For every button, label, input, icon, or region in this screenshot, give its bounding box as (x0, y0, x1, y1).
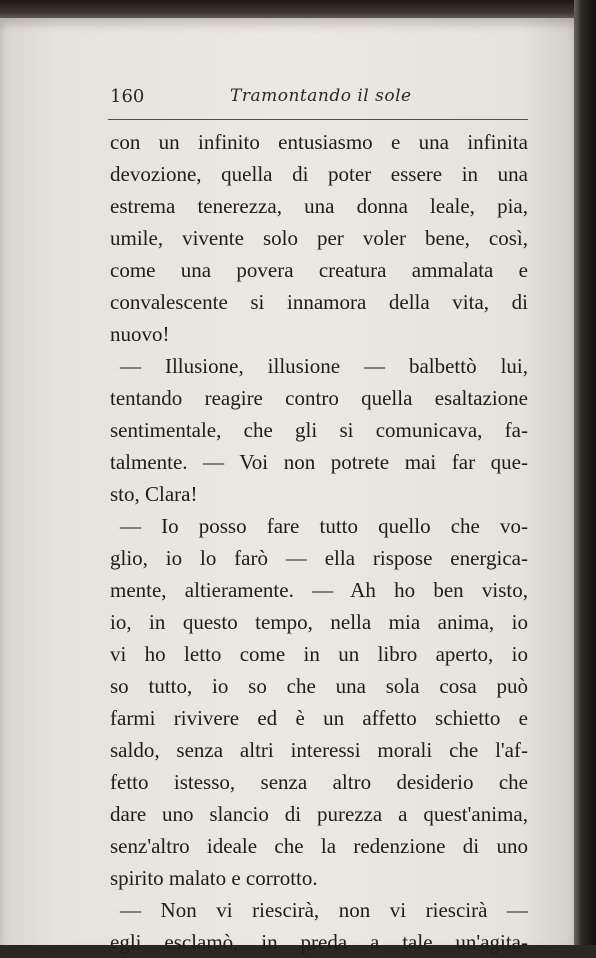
page-header (110, 66, 530, 107)
text-line: come una povera creatura ammalata e (110, 258, 528, 282)
text-line: — Non vi riescirà, non vi riescirà — (120, 898, 528, 922)
body-text (110, 126, 528, 958)
text-line: — Io posso fare tutto quello che vo- (120, 514, 528, 538)
text-line: umile, vivente solo per voler bene, così, (110, 226, 528, 250)
text-line: con un infinito entusiasmo e una infinita (110, 130, 528, 154)
text-line: convalescente si innamora della vita, di (110, 290, 528, 314)
text-line: sto, Clara! (110, 482, 198, 506)
text-line: so tutto, io so che una sola cosa può (110, 674, 528, 698)
text-line: tentando reagire contro quella esaltazione (110, 386, 528, 410)
text-line: talmente. — Voi non potrete mai far que- (110, 450, 528, 474)
header-rule (108, 119, 528, 120)
text-line: mente, altieramente. — Ah ho ben visto, (110, 578, 528, 602)
text-line: io, in questo tempo, nella mia anima, io (110, 610, 528, 634)
text-line: sentimentale, che gli si comunicava, fa- (110, 418, 528, 442)
text-line: devozione, quella di poter essere in una (110, 162, 528, 186)
text-line: — Illusione, illusione — balbettò lui, (120, 354, 528, 378)
text-line: estrema tenerezza, una donna leale, pia, (110, 194, 528, 218)
text-line: egli esclamò, in preda a tale un'agita- (110, 930, 528, 954)
running-title: Tramontando il sole (230, 86, 412, 106)
text-line: vi ho letto come in un libro aperto, io (110, 642, 528, 666)
text-line: senz'altro ideale che la redenzione di uno (110, 834, 528, 858)
text-line: spirito malato e corrotto. (110, 866, 318, 890)
page-number: 160 (110, 86, 145, 107)
text-line: dare uno slancio di purezza a quest'anima, (110, 802, 528, 826)
text-line: fetto istesso, senza altro desiderio che (110, 770, 528, 794)
book-binding-edge (574, 0, 596, 945)
text-line: nuovo! (110, 322, 170, 346)
text-line: saldo, senza altri interessi morali che l'af- (110, 738, 528, 762)
text-line: glio, io lo farò — ella rispose energica- (110, 546, 528, 570)
text-line: farmi rivivere ed è un affetto schietto e (110, 706, 528, 730)
